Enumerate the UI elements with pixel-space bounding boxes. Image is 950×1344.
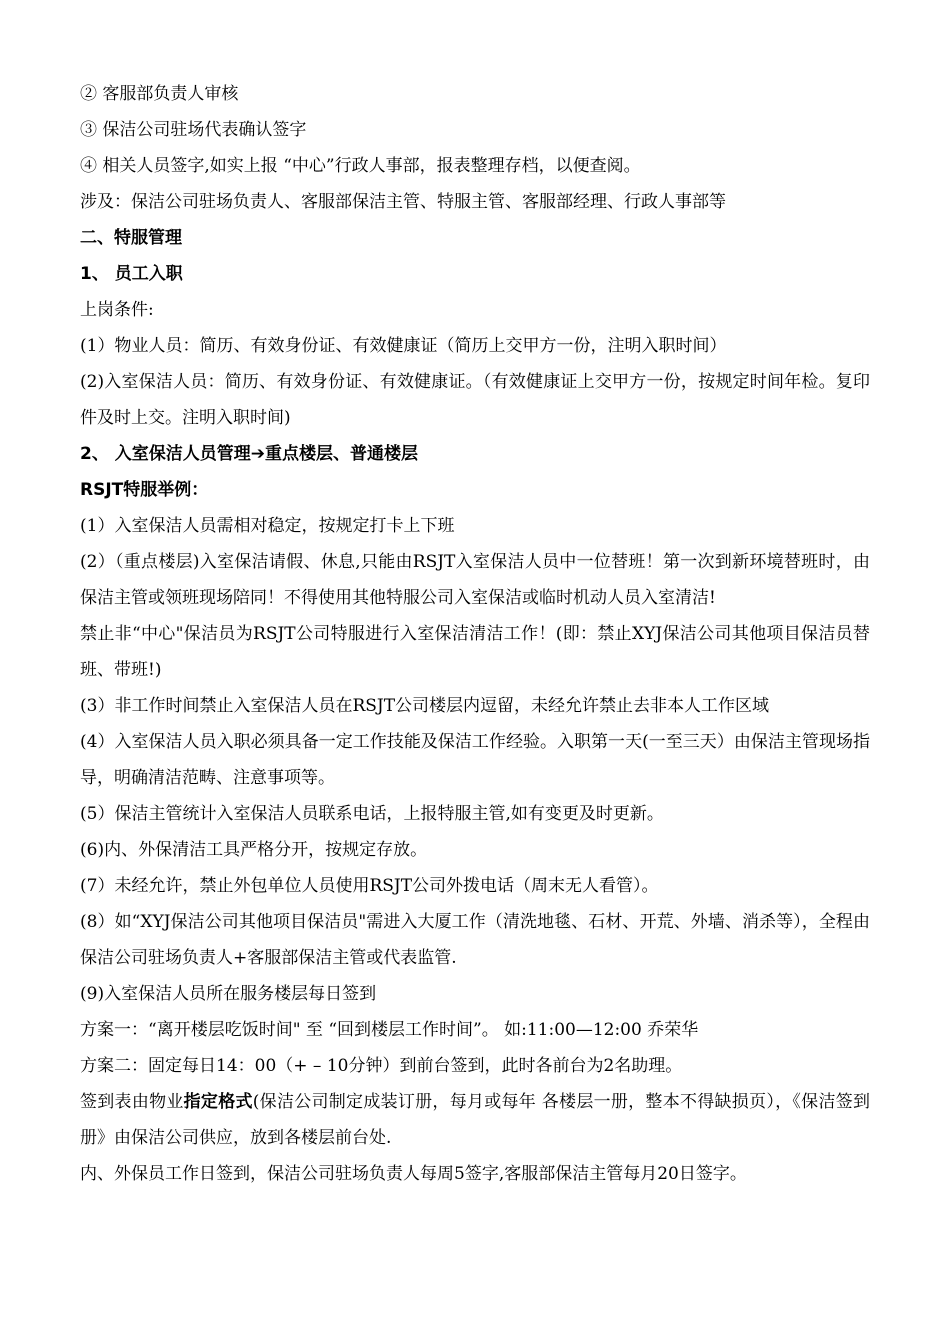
rule-9: (9)入室保洁人员所在服务楼层每日签到 bbox=[80, 984, 377, 1004]
job-conditions-label: 上岗条件: bbox=[80, 300, 154, 320]
list-item-step-2: ② 客服部负责人审核 bbox=[80, 84, 239, 104]
rule-prohibition: 禁止非“中心"保洁员为RSJT公司特服进行入室保洁清洁工作！(即：禁止XYJ保洁公司其他项目保洁员替班、带班!) bbox=[80, 624, 870, 680]
subheading-rsjt-examples: RSJT特服举例： bbox=[80, 480, 209, 500]
signin-sheet-prefix: 签到表由物业 bbox=[80, 1092, 184, 1112]
rule-6: (6)内、外保清洁工具严格分开，按规定存放。 bbox=[80, 840, 428, 860]
rule-3: (3）非工作时间禁止入室保洁人员在RSJT公司楼层内逗留，未经允许禁止去非本人工作区域 bbox=[80, 696, 770, 716]
signin-sheet-paragraph bbox=[80, 1084, 870, 1156]
subheading-indoor-cleaning: 2、 入室保洁人员管理➔重点楼层、普通楼层 bbox=[80, 444, 418, 464]
subheading-onboarding: 1、 员工入职 bbox=[80, 264, 183, 284]
rule-4: (4）入室保洁人员入职必须具备一定工作技能及保洁工作经验。入职第一天(一至三天）由保洁主管现场指导，明确清洁范畴、注意事项等。 bbox=[80, 732, 870, 788]
list-item-step-3: ③ 保洁公司驻场代表确认签字 bbox=[80, 120, 307, 140]
rule-2: (2）（重点楼层)入室保洁请假、休息,只能由RSJT入室保洁人员中一位替班！第一次到新环境替班时，由保洁主管或领班现场陪同！不得使用其他特服公司入室保洁或临时机动人员入室清洁! bbox=[80, 552, 870, 608]
rule-5: (5）保洁主管统计入室保洁人员联系电话，上报特服主管,如有变更及时更新。 bbox=[80, 804, 664, 824]
list-item-step-4: ④ 相关人员签字,如实上报 “中心”行政人事部，报表整理存档，以便查阅。 bbox=[80, 156, 641, 176]
workday-signin: 内、外保员工作日签到，保洁公司驻场负责人每周5签字,客服部保洁主管每月20日签字。 bbox=[80, 1164, 747, 1184]
section-heading-special-service: 二、特服管理 bbox=[80, 228, 182, 248]
document-page bbox=[80, 76, 870, 1192]
rule-8: (8）如“XYJ保洁公司其他项目保洁员"需进入大厦工作（清洗地毯、石材、开荒、外墙、消杀等），全程由保洁公司驻场负责人+客服部保洁主管或代表监管. bbox=[80, 912, 870, 968]
signin-sheet-rest: (保洁公司制定成装订册，每月或每年 各楼层一册，整本不得缺损页），《保洁签到册》由保洁公司供应，放到各楼层前台处. bbox=[80, 1092, 870, 1148]
designated-format: 指定格式 bbox=[183, 1092, 253, 1112]
involved-parties: 涉及：保洁公司驻场负责人、客服部保洁主管、特服主管、客服部经理、行政人事部等 bbox=[80, 192, 726, 212]
rule-1: (1）入室保洁人员需相对稳定，按规定打卡上下班 bbox=[80, 516, 455, 536]
rule-7: (7）未经允许，禁止外包单位人员使用RSJT公司外拨电话（周末无人看管）。 bbox=[80, 876, 659, 896]
plan-one: 方案一：“离开楼层吃饭时间" 至 “回到楼层工作时间”。 如:11:00—12:00 乔荣华 bbox=[80, 1020, 699, 1040]
condition-2: (2)入室保洁人员：简历、有效身份证、有效健康证。（有效健康证上交甲方一份，按规定时间年检。复印件及时上交。注明入职时间) bbox=[80, 372, 870, 428]
condition-1: (1）物业人员：简历、有效身份证、有效健康证（简历上交甲方一份，注明入职时间） bbox=[80, 336, 727, 356]
plan-two: 方案二：固定每日14：00（+ – 10分钟）到前台签到，此时各前台为2名助理。 bbox=[80, 1056, 683, 1076]
